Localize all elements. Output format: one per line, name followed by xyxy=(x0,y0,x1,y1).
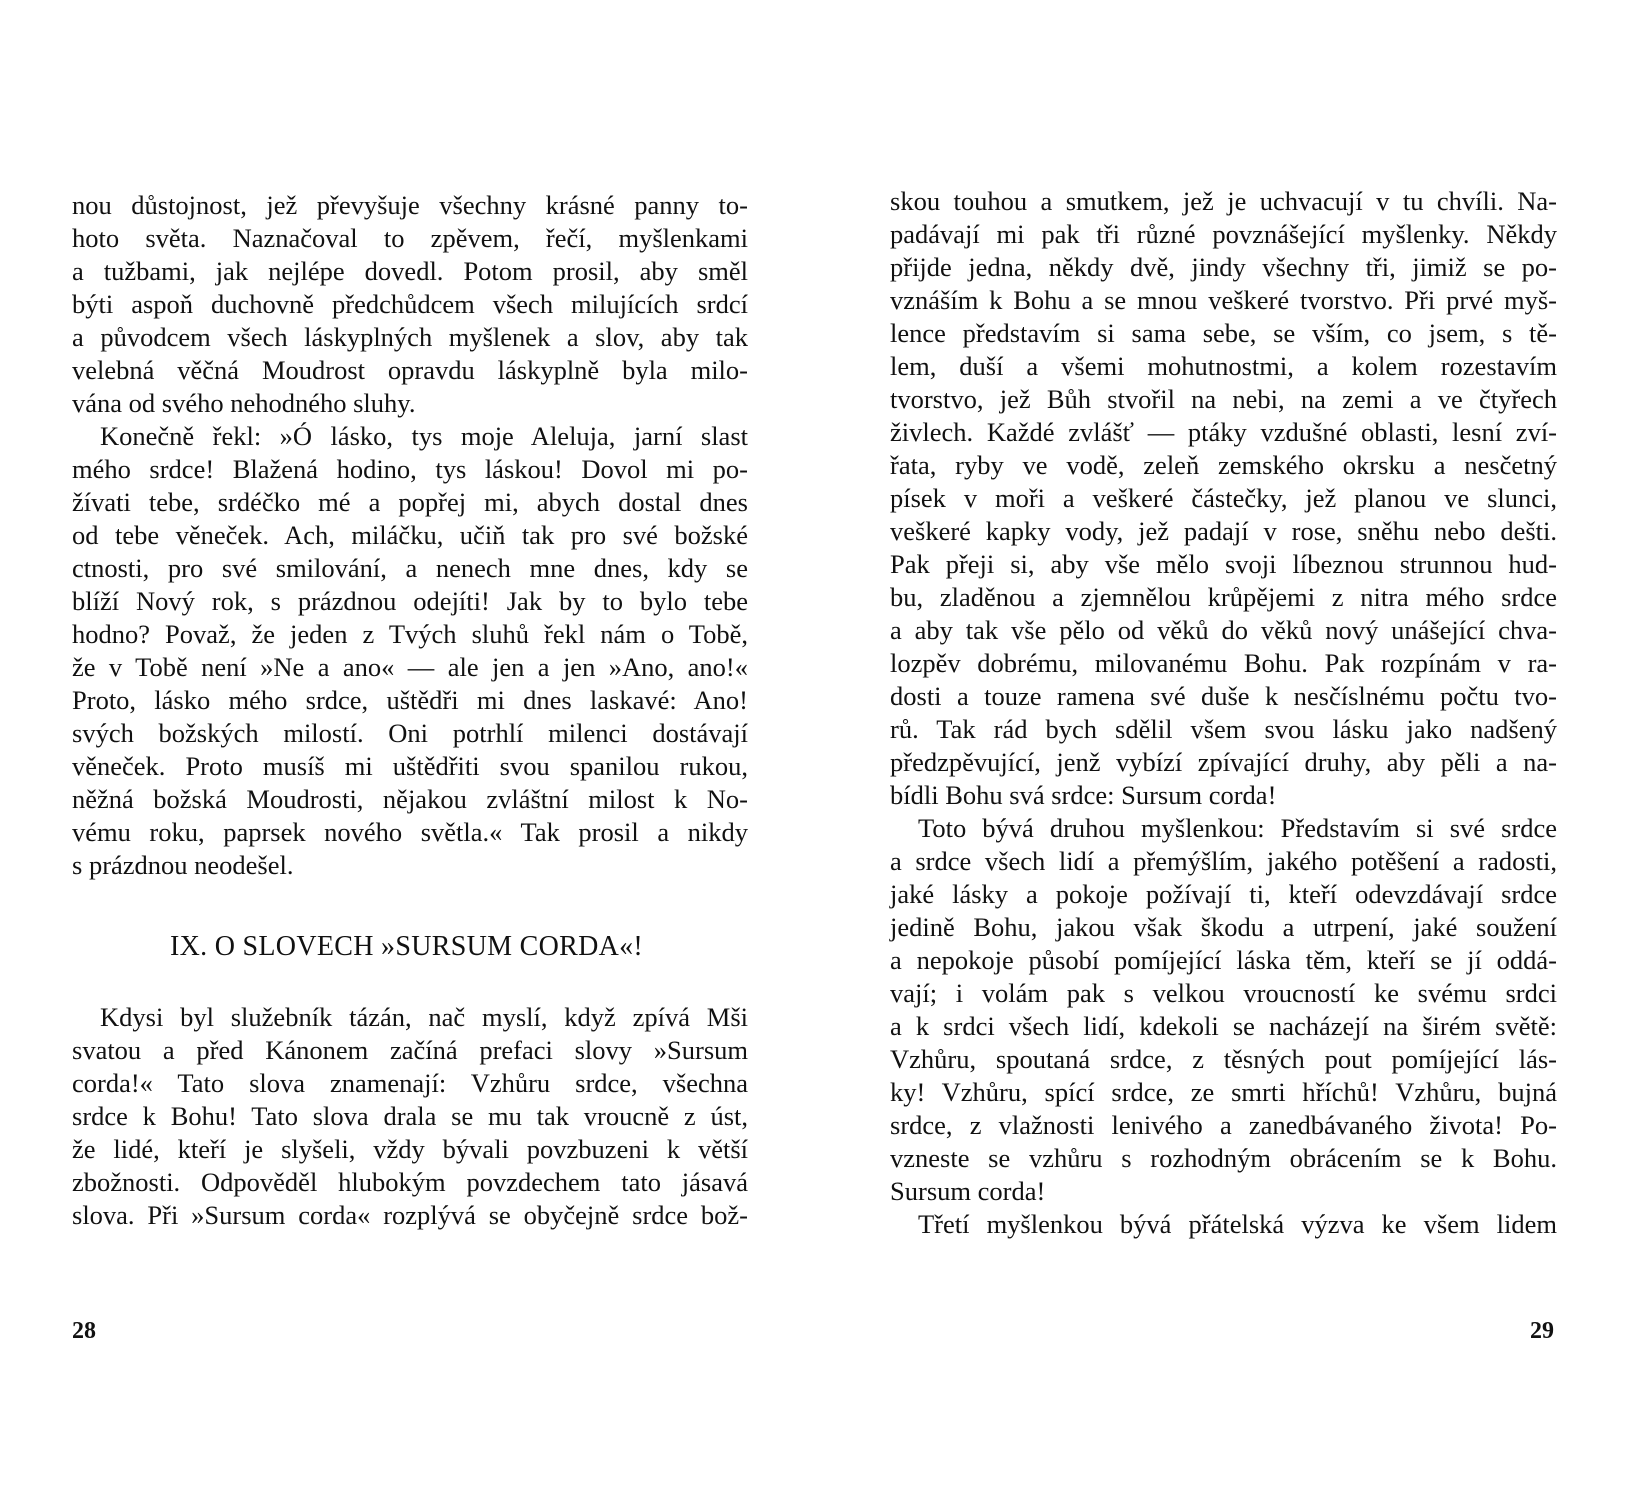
page-number: 28 xyxy=(72,1318,96,1344)
text-line: corda!« Tato slova znamenají: Vzhůru srdce, všechna xyxy=(72,1068,748,1098)
text-line: vána od svého nehodného sluhy. xyxy=(72,388,416,418)
paragraph-start-line: Konečně řekl: »Ó lásko, tys moje Aleluja, jarní slast xyxy=(100,421,748,451)
text-line: tvorstvo, jež Bůh stvořil na nebi, na zemi a ve čtyřech xyxy=(890,384,1557,414)
text-line: a původcem všech láskyplných myšlenek a slov, aby tak xyxy=(72,322,748,352)
text-line: a k srdci všech lidí, kdekoli se nacházejí na širém světě: xyxy=(890,1011,1557,1041)
text-line: lence představím si sama sebe, se vším, co jsem, s tě- xyxy=(890,318,1557,348)
text-line: mého srdce! Blažená hodino, tys láskou! Dovol mi po- xyxy=(72,454,748,484)
text-line: Pak přeji si, aby vše mělo svoji líbeznou strunnou hud- xyxy=(890,549,1557,579)
text-line: hoto světa. Naznačoval to zpěvem, řečí, myšlenkami xyxy=(72,223,748,253)
text-line: býti aspoň duchovně předchůdcem všech milujících srdcí xyxy=(72,289,748,319)
text-line: nou důstojnost, jež převyšuje všechny krásné panny to- xyxy=(72,190,748,220)
text-line: padávají mi pak tři různé povznášející myšlenky. Někdy xyxy=(890,219,1557,249)
text-line: Proto, lásko mého srdce, uštědři mi dnes laskavé: Ano! xyxy=(72,685,748,715)
text-line: předzpěvující, jenž vybízí zpívající druhy, aby pěli a na- xyxy=(890,747,1557,777)
right-page xyxy=(813,0,1626,1500)
text-line: něžná božská Moudrosti, nějakou zvláštní milost k No- xyxy=(72,784,748,814)
text-line: vají; i volám pak s velkou vroucností ke svému srdci xyxy=(890,978,1557,1008)
text-line: ctnosti, pro své smilování, a nenech mne dnes, kdy se xyxy=(72,553,748,583)
text-line: Vzhůru, spoutaná srdce, z těsných pout pomíjející lás- xyxy=(890,1044,1557,1074)
text-line: zbožnosti. Odpověděl hlubokým povzdechem tato jásavá xyxy=(72,1167,748,1197)
text-line: bu, zladěnou a zjemnělou krůpějemi z nitra mého srdce xyxy=(890,582,1557,612)
text-line: hodno? Považ, že jeden z Tvých sluhů řekl nám o Tobě, xyxy=(72,619,748,649)
text-line: ky! Vzhůru, spící srdce, ze smrti hříchů! Vzhůru, bujná xyxy=(890,1077,1557,1107)
text-line: lozpěv dobrému, milovanému Bohu. Pak rozpínám v ra- xyxy=(890,648,1557,678)
text-line: živlech. Každé zvlášť — ptáky vzdušné oblasti, lesní zví- xyxy=(890,417,1557,447)
text-line: a srdce všech lidí a přemýšlím, jakého potěšení a radosti, xyxy=(890,846,1557,876)
page-number: 29 xyxy=(1530,1318,1554,1344)
text-line: lem, duší a všemi mohutnostmi, a kolem rozestavím xyxy=(890,351,1557,381)
text-line: s prázdnou neodešel. xyxy=(72,850,294,880)
text-line: rů. Tak rád bych sdělil všem svou lásku jako nadšený xyxy=(890,714,1557,744)
chapter-heading: IX. O SLOVECH »SURSUM CORDA«! xyxy=(169,931,644,962)
text-line: přijde jedna, někdy dvě, jindy všechny tři, jimiž se po- xyxy=(890,252,1557,282)
paragraph-start-line: Kdysi byl služebník tázán, nač myslí, když zpívá Mši xyxy=(100,1002,748,1032)
text-line: skou touhou a smutkem, jež je uchvacují v tu chvíli. Na- xyxy=(890,186,1557,216)
text-line: bídli Bohu svá srdce: Sursum corda! xyxy=(890,780,1277,810)
text-line: a nepokoje působí pomíjející láska těm, kteří se jí oddá- xyxy=(890,945,1557,975)
paragraph-start-line: Třetí myšlenkou bývá přátelská výzva ke všem lidem xyxy=(918,1209,1557,1239)
text-line: dosti a touze ramena své duše k nesčíslnému počtu tvo- xyxy=(890,681,1557,711)
text-line: řata, ryby ve vodě, zeleň zemského okrsku a nesčetný xyxy=(890,450,1557,480)
text-line: jedině Bohu, jakou však škodu a utrpení, jaké soužení xyxy=(890,912,1557,942)
paragraph-start-line: Toto bývá druhou myšlenkou: Představím si své srdce xyxy=(918,813,1557,843)
text-line: a tužbami, jak nejlépe dovedl. Potom prosil, aby směl xyxy=(72,256,748,286)
text-line: velebná věčná Moudrost opravdu láskyplně byla milo- xyxy=(72,355,748,385)
text-line: Sursum corda! xyxy=(890,1176,1046,1206)
text-line: svatou a před Kánonem začíná prefaci slovy »Sursum xyxy=(72,1035,748,1065)
text-line: že lidé, kteří je slyšeli, vždy bývali povzbuzeni k větší xyxy=(72,1134,748,1164)
text-line: vému roku, paprsek nového světla.« Tak prosil a nikdy xyxy=(72,817,748,847)
text-line: žívati tebe, srdéčko mé a popřej mi, abych dostal dnes xyxy=(72,487,748,517)
text-line: srdce, z vlažnosti lenivého a zanedbávaného života! Po- xyxy=(890,1110,1557,1140)
text-line: a aby tak vše pělo od věků do věků nový unášející chva- xyxy=(890,615,1557,645)
text-line: vzneste se vzhůru s rozhodným obrácením se k Bohu. xyxy=(890,1143,1557,1173)
text-line: blíží Nový rok, s prázdnou odejíti! Jak by to bylo tebe xyxy=(72,586,748,616)
text-line: slova. Při »Sursum corda« rozplývá se obyčejně srdce bož- xyxy=(72,1200,748,1230)
text-line: že v Tobě není »Ne a ano« — ale jen a jen »Ano, ano!« xyxy=(72,652,748,682)
text-line: vznáším k Bohu a se mnou veškeré tvorstvo. Při prvé myš- xyxy=(890,285,1557,315)
text-line: srdce k Bohu! Tato slova drala se mu tak vroucně z úst, xyxy=(72,1101,748,1131)
text-line: svých božských milostí. Oni potrhlí milenci dostávají xyxy=(72,718,748,748)
text-line: veškeré kapky vody, jež padají v rose, sněhu nebo dešti. xyxy=(890,516,1557,546)
text-line: písek v moři a veškeré částečky, jež planou ve slunci, xyxy=(890,483,1557,513)
text-line: od tebe věneček. Ach, miláčku, učiň tak pro své božské xyxy=(72,520,748,550)
text-line: věneček. Proto musíš mi uštědřiti svou spanilou rukou, xyxy=(72,751,748,781)
text-line: jaké lásky a pokoje požívají ti, kteří odevzdávají srdce xyxy=(890,879,1557,909)
